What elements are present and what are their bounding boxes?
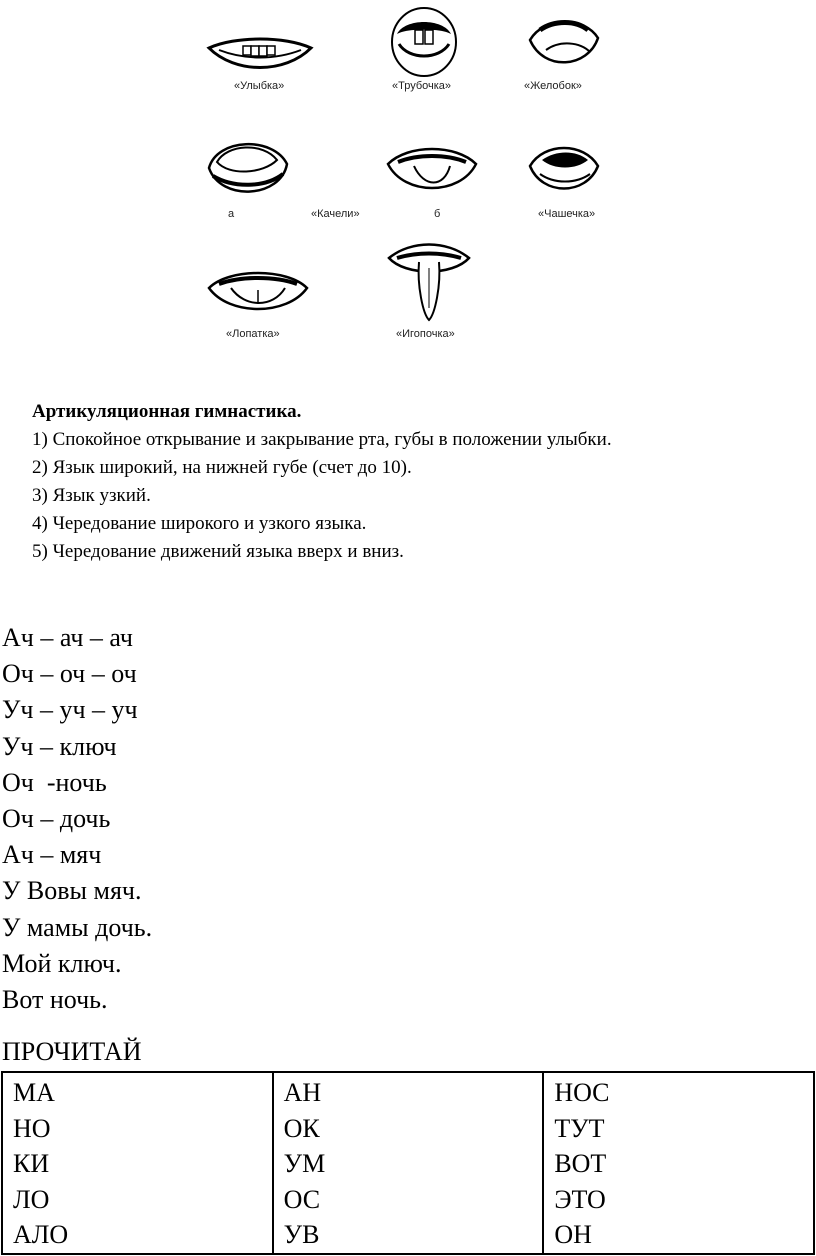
words-table [1,1071,815,1255]
word-cell: АЛО [13,1220,69,1249]
gymnastics-item: 1) Спокойное открывание и закрывание рта, губы в положении улыбки. [32,429,612,450]
words-column-1 [2,1072,273,1254]
words-column-2 [273,1072,544,1254]
syllable-line: У мамы дочь. [2,912,153,942]
swing-b-mouth-illustration [384,140,480,202]
syllable-line: У Вовы мяч. [2,876,142,906]
gymnastics-item: 3) Язык узкий. [32,485,151,506]
syllable-line: Оч – оч – оч [2,659,137,689]
word-cell: НОС [554,1078,610,1107]
word-cell: ЛО [13,1184,50,1214]
word-cell: НО [13,1113,51,1143]
smile-caption: «Улыбка» [234,80,285,92]
word-cell: УВ [283,1220,320,1249]
word-cell: ЭТО [554,1184,606,1214]
word-cell: ВОТ [554,1149,607,1178]
syllable-line: Ач – ач – ач [2,623,134,652]
needle-caption: «Игопочка» [396,328,455,340]
swing-caption: «Качели» [311,208,360,220]
word-cell: ОН [554,1220,592,1249]
word-cell: АН [283,1078,322,1107]
groove-mouth-illustration [524,10,604,80]
syllable-list [2,620,152,1018]
syllable-line: Мой ключ. [2,948,122,978]
word-cell: ОК [283,1113,320,1143]
gymnastics-title: Артикуляционная гимнастика. [32,401,302,422]
syllable-line: Вот ночь. [2,985,108,1015]
word-cell: УМ [283,1149,326,1178]
word-cell: ОС [283,1184,321,1214]
syllable-line: Оч -ночь [2,767,107,797]
syllable-line: Уч – уч – уч [2,695,138,725]
gymnastics-section [32,398,802,566]
spatula-caption: «Лопатка» [226,328,280,340]
read-title: ПРОЧИТАЙ [2,1037,142,1066]
word-cell: КИ [13,1149,50,1178]
needle-mouth-illustration [383,236,475,326]
syllable-line: Оч – дочь [2,804,111,834]
table-row [2,1072,814,1254]
gymnastics-item: 4) Чередование широкого и узкого языка. [32,513,367,534]
word-cell: МА [13,1078,55,1107]
cup-mouth-illustration [524,136,604,202]
word-cell: ТУТ [554,1113,605,1143]
swing-a-mouth-illustration [203,132,293,207]
gymnastics-item: 5) Чередование движений языка вверх и вниз. [32,541,404,562]
syllable-line: Ач – мяч [2,840,102,870]
spatula-mouth-illustration [205,262,311,322]
swing-b-caption: б [434,208,441,220]
groove-caption: «Желобок» [524,80,582,92]
syllable-line: Уч – ключ [2,731,117,761]
tube-mouth-illustration [385,4,463,80]
swing-a-caption: а [228,208,235,220]
cup-caption: «Чашечка» [538,208,596,220]
smile-mouth-illustration [205,30,315,80]
tube-caption: «Трубочка» [392,80,452,92]
gymnastics-item: 2) Язык широкий, на нижней губе (счет до 10). [32,457,412,478]
words-column-3 [543,1072,814,1254]
